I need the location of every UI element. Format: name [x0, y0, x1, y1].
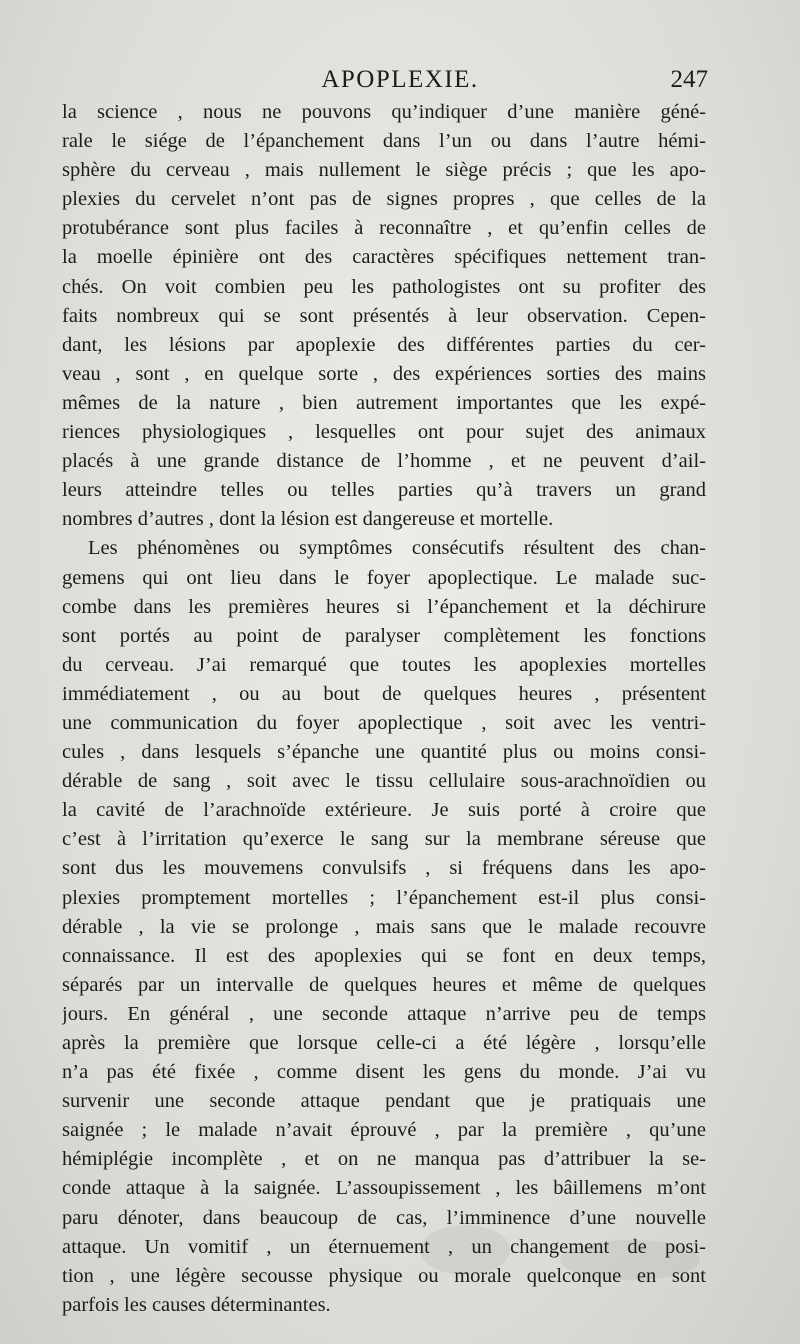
- text-line: la science , nous ne pouvons qu’indiquer d’une manière géné-: [62, 101, 706, 123]
- text-line: la moelle épinière ont des caractères spécifiques nettement tran-: [62, 246, 706, 269]
- text-line: rale le siége de l’épanchement dans l’un ou dans l’autre hémi-: [62, 130, 706, 153]
- text-line: riences physiologiques , lesquelles ont pour sujet des animaux: [62, 421, 706, 444]
- text-line: saignée ; le malade n’avait éprouvé , par la première , qu’une: [62, 1119, 706, 1142]
- text-line: chés. On voit combien peu les pathologistes ont su profiter des: [62, 275, 706, 298]
- text-line: mêmes de la nature , bien autrement importantes que les expé-: [62, 391, 706, 414]
- text-line: combe dans les premières heures si l’épanchement et la déchirure: [62, 595, 706, 618]
- running-title: APOPLEXIE.: [321, 66, 479, 93]
- text-line: c’est à l’irritation qu’exerce le sang sur la membrane séreuse que: [62, 828, 706, 851]
- text-line: après la première que lorsque celle-ci a été légère , lorsqu’elle: [62, 1032, 706, 1054]
- text-line: séparés par un intervalle de quelques heures et même de quelques: [62, 973, 706, 996]
- text-line: dérable de sang , soit avec le tissu cellulaire sous-arachnoïdien ou: [62, 770, 706, 793]
- text-line: parfois les causes déterminantes.: [62, 1293, 331, 1316]
- text-line: dérable , la vie se prolonge , mais sans que le malade recouvre: [62, 915, 706, 938]
- text-line: la cavité de l’arachnoïde extérieure. Je suis porté à croire que: [62, 799, 706, 822]
- text-line: plexies promptement mortelles ; l’épanchement est-il plus consi-: [62, 886, 706, 909]
- text-line: paru dénoter, dans beaucoup de cas, l’imminence d’une nouvelle: [62, 1206, 706, 1229]
- text-line: nombres d’autres , dont la lésion est dangereuse et mortelle.: [62, 508, 554, 531]
- text-line: conde attaque à la saignée. L’assoupissement , les bâillemens m’ont: [62, 1177, 706, 1200]
- text-line: faits nombreux qui se sont présentés à leur observation. Cepen-: [62, 304, 706, 327]
- text-line: plexies du cervelet n’ont pas de signes propres , que celles de la: [62, 188, 706, 211]
- text-line: n’a pas été fixée , comme disent les gens du monde. J’ai vu: [62, 1061, 706, 1084]
- text-line: protubérance sont plus faciles à reconnaître , et qu’enfin celles de: [62, 217, 706, 240]
- text-line: attaque. Un vomitif , un éternuement , un changement de posi-: [62, 1235, 706, 1258]
- text-line: jours. En général , une seconde attaque n’arrive peu de temps: [62, 1002, 706, 1025]
- running-head: [0, 62, 800, 98]
- text-line: hémiplégie incomplète , et on ne manqua pas d’attribuer la se-: [62, 1148, 706, 1171]
- text-line: tion , une légère secousse physique ou morale quelconque en sont: [62, 1264, 706, 1287]
- text-line: sont portés au point de paralyser complètement les fonctions: [62, 624, 706, 647]
- text-line: cules , dans lesquels s’épanche une quantité plus ou moins consi-: [62, 741, 706, 764]
- text-line: immédiatement , ou au bout de quelques heures , présentent: [62, 682, 706, 705]
- text-line: veau , sont , en quelque sorte , des expériences sorties des mains: [62, 362, 706, 385]
- text-line: placés à une grande distance de l’homme , et ne peuvent d’ail-: [62, 450, 706, 473]
- text-line: leurs atteindre telles ou telles parties qu’à travers un grand: [62, 479, 706, 502]
- text-line: survenir une seconde attaque pendant que je pratiquais une: [62, 1090, 706, 1113]
- paragraph: [62, 534, 706, 1320]
- paragraph: [62, 98, 706, 534]
- text-line: une communication du foyer apoplectique , soit avec les ventri-: [62, 711, 706, 734]
- text-line: sont dus les mouvemens convulsifs , si fréquens dans les apo-: [62, 857, 706, 880]
- text-line: Les phénomènes ou symptômes consécutifs résultent des chan-: [88, 537, 706, 560]
- text-line: gemens qui ont lieu dans le foyer apoplectique. Le malade suc-: [62, 566, 706, 589]
- body-text: [62, 98, 706, 1320]
- text-line: sphère du cerveau , mais nullement le siège précis ; que les apo-: [62, 159, 706, 182]
- text-line: dant, les lésions par apoplexie des différentes parties du cer-: [62, 333, 706, 356]
- text-line: connaissance. Il est des apoplexies qui se font en deux temps,: [62, 944, 706, 967]
- text-line: du cerveau. J’ai remarqué que toutes les apoplexies mortelles: [62, 653, 706, 676]
- page-number: 247: [670, 66, 708, 93]
